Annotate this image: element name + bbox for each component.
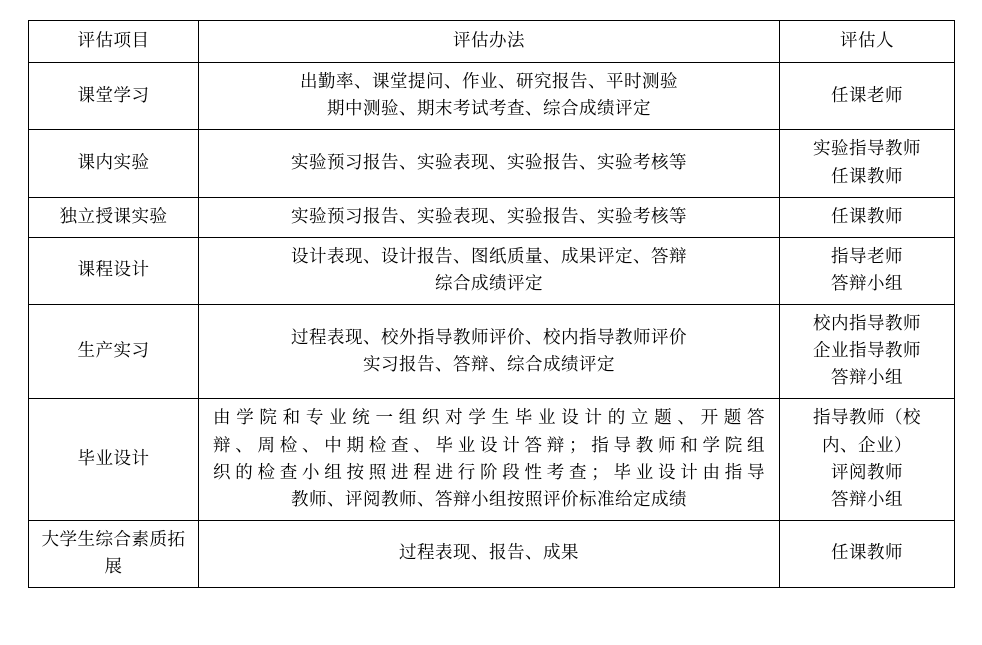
assessor-line: 任课教师 bbox=[831, 543, 903, 564]
assessor-line: 企业指导教师 bbox=[813, 341, 921, 362]
cell-item: 生产实习 bbox=[29, 305, 199, 399]
column-header-assessor: 评估人 bbox=[780, 21, 955, 63]
method-line: 出勤率、课堂提问、作业、研究报告、平时测验 bbox=[300, 72, 678, 93]
method-line: 实验预习报告、实验表现、实验报告、实验考核等 bbox=[291, 206, 687, 227]
assessor-line: 校内指导教师 bbox=[813, 314, 921, 334]
assessor-line: 内、企业） bbox=[822, 435, 912, 456]
cell-item: 课堂学习 bbox=[29, 63, 199, 130]
cell-item: 大学生综合素质拓展 bbox=[29, 520, 199, 587]
table-row bbox=[29, 520, 955, 587]
cell-item: 独立授课实验 bbox=[29, 197, 199, 237]
table-header bbox=[29, 21, 955, 63]
table-row bbox=[29, 305, 955, 399]
cell-item: 课内实验 bbox=[29, 130, 199, 197]
assessment-table bbox=[28, 20, 955, 588]
assessor-line: 答辩小组 bbox=[831, 273, 903, 294]
cell-assessor bbox=[780, 305, 955, 399]
method-line: 过程表现、校外指导教师评价、校内指导教师评价 bbox=[291, 327, 687, 348]
cell-method bbox=[199, 63, 780, 130]
table-row bbox=[29, 197, 955, 237]
method-line: 实习报告、答辩、综合成绩评定 bbox=[363, 354, 615, 375]
method-line: 期中测验、期末考试考查、综合成绩评定 bbox=[327, 99, 651, 120]
cell-method bbox=[199, 305, 780, 399]
assessor-line: 任课教师 bbox=[831, 206, 903, 227]
assessor-line: 评阅教师 bbox=[831, 462, 903, 483]
column-header-method: 评估办法 bbox=[199, 21, 780, 63]
table-row bbox=[29, 63, 955, 130]
table-row bbox=[29, 237, 955, 304]
cell-assessor bbox=[780, 197, 955, 237]
assessor-line: 答辩小组 bbox=[831, 489, 903, 510]
method-line: 由学院和专业统一组织对学生毕业设计的立题、开题答 bbox=[213, 408, 765, 429]
assessor-line: 任课教师 bbox=[831, 166, 903, 187]
method-line: 综合成绩评定 bbox=[435, 273, 543, 294]
cell-method bbox=[199, 237, 780, 304]
table-header-row bbox=[29, 21, 955, 63]
method-line: 实验预习报告、实验表现、实验报告、实验考核等 bbox=[291, 152, 687, 173]
table-row bbox=[29, 130, 955, 197]
cell-item: 课程设计 bbox=[29, 237, 199, 304]
table-row bbox=[29, 399, 955, 521]
cell-method bbox=[199, 197, 780, 237]
cell-method bbox=[199, 130, 780, 197]
method-line: 织的检查小组按照进程进行阶段性考查；毕业设计由指导 bbox=[213, 462, 765, 483]
assessor-line: 任课老师 bbox=[831, 85, 903, 106]
method-line: 辩、周检、中期检查、毕业设计答辩；指导教师和学院组 bbox=[213, 435, 765, 456]
assessor-line: 答辩小组 bbox=[831, 368, 903, 389]
cell-assessor bbox=[780, 237, 955, 304]
column-header-item: 评估项目 bbox=[29, 21, 199, 63]
cell-assessor bbox=[780, 520, 955, 587]
cell-assessor bbox=[780, 399, 955, 521]
assessor-line: 指导教师（校 bbox=[813, 408, 921, 429]
method-line: 教师、评阅教师、答辩小组按照评价标准给定成绩 bbox=[291, 489, 687, 510]
table-body bbox=[29, 63, 955, 588]
cell-assessor bbox=[780, 63, 955, 130]
cell-method bbox=[199, 520, 780, 587]
cell-assessor bbox=[780, 130, 955, 197]
cell-item: 毕业设计 bbox=[29, 399, 199, 521]
cell-method bbox=[199, 399, 780, 521]
method-line: 过程表现、报告、成果 bbox=[399, 543, 579, 564]
method-line: 设计表现、设计报告、图纸质量、成果评定、答辩 bbox=[291, 246, 687, 267]
assessor-line: 实验指导教师 bbox=[813, 139, 921, 160]
assessor-line: 指导老师 bbox=[831, 246, 903, 267]
